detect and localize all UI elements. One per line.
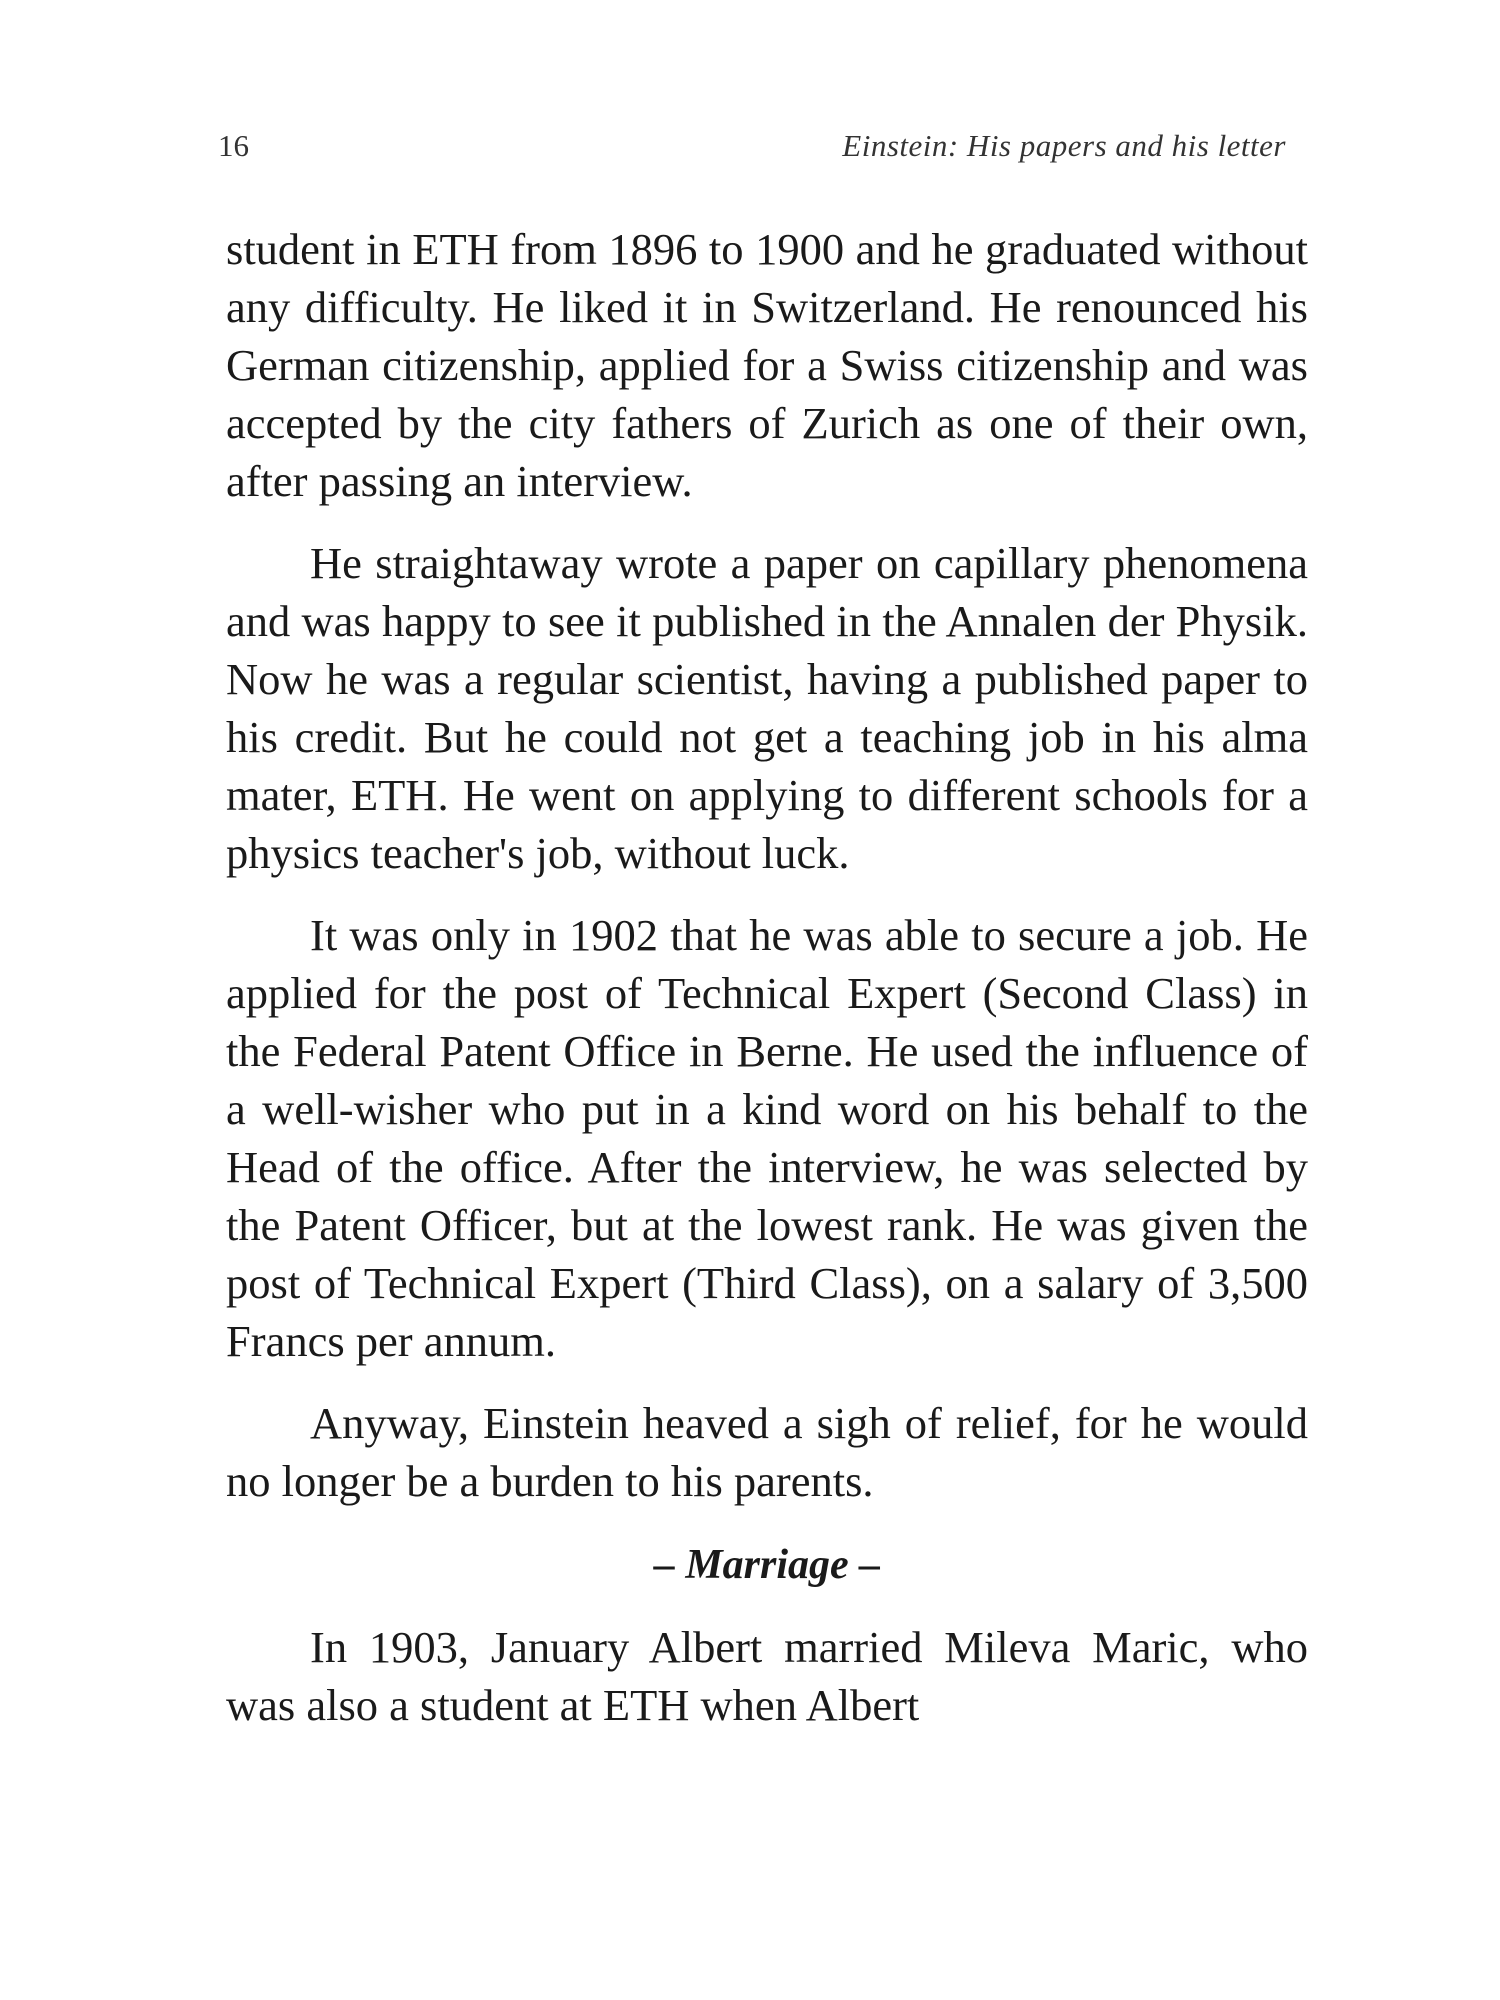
paragraph-patent-office: It was only in 1902 that he was able to secure a job. He applied for the post of Technical Expert (Second Class) in the Federal Patent Office in Berne. He used the influence of a well-wisher who put in a kind word on his behalf to the Head of the office. After the interview, he was selected by the Patent Officer, but at the lowest rank. He was given the post of Technical Expert (Third Class), on a salary of 3,500 Francs per annum.	[226, 910, 1308, 1366]
running-title: Einstein: His papers and his letter	[842, 128, 1286, 163]
paragraph-relief: Anyway, Einstein heaved a sigh of relief, for he would no longer be a burden to his parents.	[226, 1398, 1308, 1506]
section-heading-marriage: – Marriage –	[653, 1542, 881, 1588]
page-number: 16	[218, 128, 249, 163]
paragraph-capillary-paper: He straightaway wrote a paper on capillary phenomena and was happy to see it published in the Annalen der Physik. Now he was a regular scientist, having a published paper to his credit. But he could not get a teaching job in his alma mater, ETH. He went on applying to different schools for a physics teacher's job, without luck.	[226, 538, 1308, 878]
paragraph-marriage: In 1903, January Albert married Mileva Maric, who was also a student at ETH when Albert	[226, 1622, 1308, 1730]
body-text	[226, 220, 1308, 1734]
paragraph-continued: student in ETH from 1896 to 1900 and he graduated without any difficulty. He liked it in Switzerland. He renounced his German citizenship, applied for a Swiss citizenship and was accepted by the city fathers of Zurich as one of their own, after passing an interview.	[226, 224, 1308, 506]
running-head	[218, 128, 1286, 172]
